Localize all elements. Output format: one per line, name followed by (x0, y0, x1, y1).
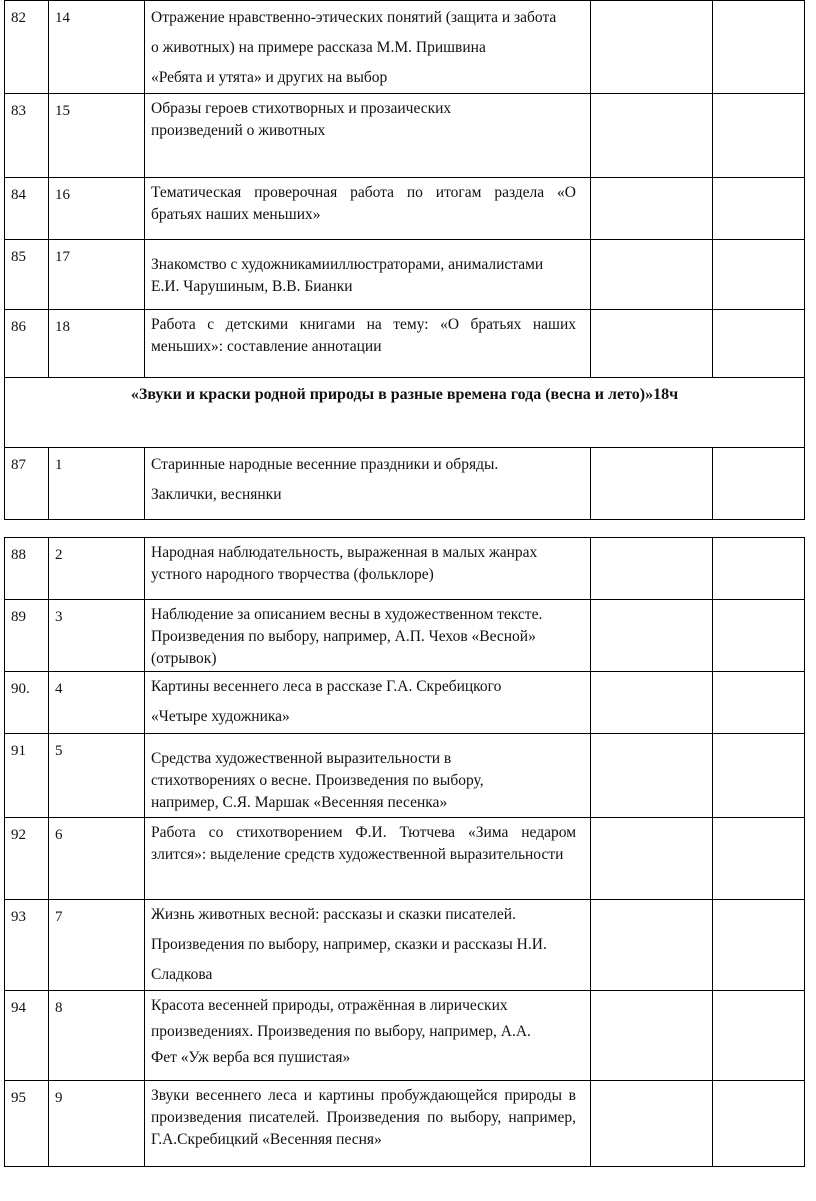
section-title: «Звуки и краски родной природы в разные времена года (весна и лето)»18ч (5, 378, 805, 448)
lesson-topic (145, 94, 591, 178)
lesson-number: 88 (5, 538, 49, 600)
table-row (5, 900, 805, 991)
empty-cell (713, 240, 805, 310)
lesson-table-part-1 (4, 0, 805, 520)
empty-cell (713, 818, 805, 900)
table-row (5, 734, 805, 818)
empty-cell (713, 600, 805, 672)
empty-cell (713, 310, 805, 378)
empty-cell (591, 600, 713, 672)
topic-line: Е.И. Чарушиным, В.В. Бианки (151, 278, 353, 295)
lesson-number: 84 (5, 178, 49, 240)
table-row (5, 672, 805, 734)
lesson-topic (145, 991, 591, 1081)
empty-cell (713, 672, 805, 734)
section-lesson-number: 15 (49, 94, 145, 178)
section-lesson-number: 1 (49, 448, 145, 520)
topic-line: Картины весеннего леса в рассказе Г.А. Скребицкого (151, 678, 502, 695)
empty-cell (591, 672, 713, 734)
table-row (5, 240, 805, 310)
section-lesson-number: 14 (49, 1, 145, 94)
topic-line: Знакомство с художникамииллюстраторами, анималистами (151, 256, 544, 273)
empty-cell (713, 178, 805, 240)
topic-line: Средства художественной выразительности в (151, 750, 452, 767)
section-lesson-number: 2 (49, 538, 145, 600)
lesson-topic (145, 600, 591, 672)
table-row (5, 310, 805, 378)
lesson-number: 91 (5, 734, 49, 818)
empty-cell (591, 94, 713, 178)
topic-line: Фет «Уж верба вся пушистая» (151, 1049, 351, 1066)
lesson-topic: Работа с детскими книгами на тему: «О братьях наших меньших»: составление аннотации (145, 310, 591, 378)
empty-cell (591, 240, 713, 310)
topic-line: Народная наблюдательность, выраженная в малых жанрах (151, 544, 538, 561)
lesson-number: 93 (5, 900, 49, 991)
lesson-topic (145, 448, 591, 520)
table-row (5, 600, 805, 672)
lesson-number: 82 (5, 1, 49, 94)
lesson-topic (145, 1, 591, 94)
section-lesson-number: 18 (49, 310, 145, 378)
empty-cell (713, 1, 805, 94)
topic-line: устного народного творчества (фольклоре) (151, 566, 434, 583)
lesson-number: 89 (5, 600, 49, 672)
section-lesson-number: 6 (49, 818, 145, 900)
lesson-topic (145, 538, 591, 600)
lesson-number: 83 (5, 94, 49, 178)
empty-cell (591, 538, 713, 600)
section-lesson-number: 8 (49, 991, 145, 1081)
topic-line: Образы героев стихотворных и прозаических (151, 100, 452, 117)
empty-cell (591, 991, 713, 1081)
empty-cell (591, 178, 713, 240)
section-lesson-number: 16 (49, 178, 145, 240)
topic-line: Отражение нравственно-этических понятий (защита и забота (151, 9, 557, 26)
lesson-topic: Работа со стихотворением Ф.И. Тютчева «Зима недаром злится»: выделение средств художественной выразительности (145, 818, 591, 900)
empty-cell (591, 1, 713, 94)
topic-line: Красота весенней природы, отражённая в лирических (151, 997, 508, 1014)
topic-line: стихотворениях о весне. Произведения по выбору, (151, 772, 484, 789)
topic-line: Заклички, веснянки (151, 486, 282, 503)
table-row (5, 448, 805, 520)
lesson-number: 87 (5, 448, 49, 520)
table-row (5, 538, 805, 600)
empty-cell (591, 734, 713, 818)
topic-line: о животных) на примере рассказа М.М. Пришвина (151, 39, 486, 56)
table-row (5, 991, 805, 1081)
topic-line: произведениях. Произведения по выбору, например, А.А. (151, 1023, 531, 1040)
empty-cell (713, 734, 805, 818)
empty-cell (713, 538, 805, 600)
lesson-number: 86 (5, 310, 49, 378)
section-lesson-number: 9 (49, 1081, 145, 1167)
section-lesson-number: 3 (49, 600, 145, 672)
lesson-number: 95 (5, 1081, 49, 1167)
topic-line: (отрывок) (151, 650, 217, 667)
topic-line: произведений о животных (151, 122, 326, 139)
empty-cell (591, 310, 713, 378)
section-lesson-number: 7 (49, 900, 145, 991)
topic-line: «Четыре художника» (151, 708, 290, 725)
lesson-topic (145, 900, 591, 991)
lesson-number: 92 (5, 818, 49, 900)
topic-line: например, С.Я. Маршак «Весенняя песенка» (151, 794, 448, 811)
empty-cell (713, 94, 805, 178)
lesson-topic: Звуки весеннего леса и картины пробуждающейся природы в произведения писателей. Произведения по выбору, например, Г.А.Скребицкий «Весенняя песня» (145, 1081, 591, 1167)
section-header-row (5, 378, 805, 448)
empty-cell (591, 1081, 713, 1167)
table-row (5, 1081, 805, 1167)
topic-line: Сладкова (151, 966, 213, 983)
lesson-topic (145, 734, 591, 818)
empty-cell (591, 818, 713, 900)
table-row (5, 94, 805, 178)
empty-cell (591, 448, 713, 520)
lesson-number: 90. (5, 672, 49, 734)
lesson-table-part-2 (4, 537, 805, 1167)
lesson-topic (145, 240, 591, 310)
topic-line: Жизнь животных весной: рассказы и сказки писателей. (151, 906, 516, 923)
empty-cell (713, 900, 805, 991)
lesson-topic (145, 672, 591, 734)
lesson-topic: Тематическая проверочная работа по итогам раздела «О братьях наших меньших» (145, 178, 591, 240)
table-row (5, 1, 805, 94)
empty-cell (713, 448, 805, 520)
table-row (5, 178, 805, 240)
empty-cell (713, 991, 805, 1081)
lesson-number: 94 (5, 991, 49, 1081)
section-lesson-number: 5 (49, 734, 145, 818)
topic-line: «Ребята и утята» и других на выбор (151, 69, 388, 86)
topic-line: Старинные народные весенние праздники и обряды. (151, 456, 499, 473)
table-row (5, 818, 805, 900)
topic-line: Произведения по выбору, например, А.П. Чехов «Весной» (151, 628, 536, 645)
empty-cell (591, 900, 713, 991)
topic-line: Произведения по выбору, например, сказки и рассказы Н.И. (151, 936, 547, 953)
lesson-number: 85 (5, 240, 49, 310)
topic-line: Наблюдение за описанием весны в художественном тексте. (151, 606, 543, 623)
section-lesson-number: 17 (49, 240, 145, 310)
section-lesson-number: 4 (49, 672, 145, 734)
empty-cell (713, 1081, 805, 1167)
